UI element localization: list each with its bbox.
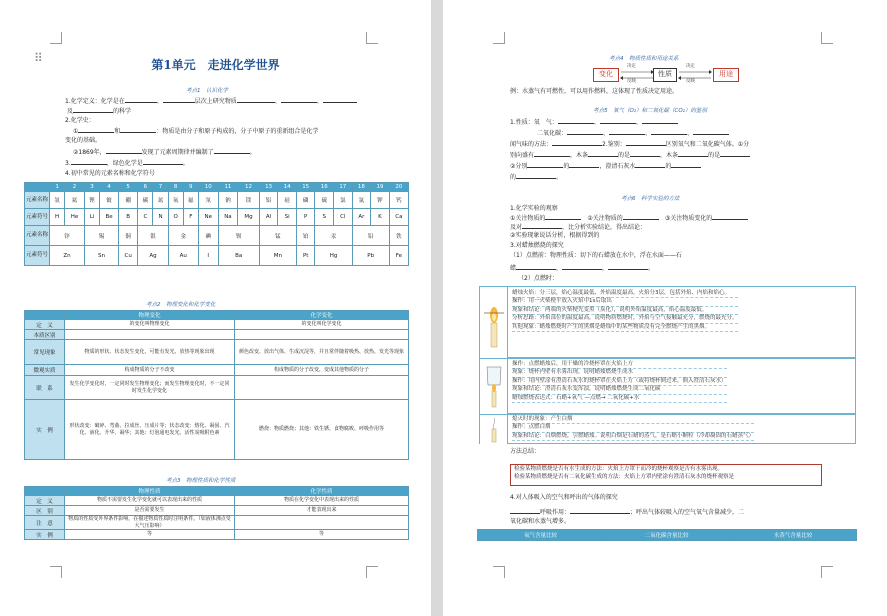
table-cell: S	[315, 209, 334, 226]
table-cell: 17	[334, 183, 353, 192]
experiment-line: 操作：点燃蜡烛后，用干燥的冷烧杯罩在火焰上方	[512, 361, 727, 369]
table-cell: 的变化叫物理变化	[65, 320, 235, 330]
experiment-text	[512, 290, 738, 332]
table-cell: 氟	[183, 192, 198, 209]
table-cell: Cu	[119, 246, 138, 266]
table-cell: 物质的性质受外界条件影响，在描述物质性质时注明条件。（如液体沸点受大气压影响）	[65, 516, 235, 530]
text-line: 呼吸作用： ；呼出气体较吸入的空气氧气含量减少，二	[510, 508, 744, 516]
row-label: 定 义	[25, 320, 65, 330]
column-header: 氧气含量比较	[478, 530, 604, 541]
table-cell: F	[183, 209, 198, 226]
table-cell: 16	[315, 183, 334, 192]
table-cell: 18	[352, 183, 371, 192]
table-cell	[235, 516, 409, 530]
flow-arrow-label: 决定	[627, 64, 636, 69]
text-line: 3. ，绿色化学是 。	[65, 160, 189, 167]
table-cell: 氖	[198, 192, 218, 209]
table-cell: Sn	[84, 246, 118, 266]
table-cell: Pb	[352, 246, 389, 266]
table-cell: 氦	[65, 192, 85, 209]
crop-mark	[50, 32, 62, 44]
text-line: 二氧化碳： 、 、 、	[537, 129, 729, 137]
document-page-left	[0, 0, 431, 616]
table-cell: 氩	[352, 192, 371, 209]
section-heading: 考点2 物理变化和化学变化	[146, 302, 216, 308]
text-line: ②实验现象说话分析，根据得到的	[510, 232, 600, 239]
flow-box-use: 用途	[713, 68, 739, 82]
table-cell: 锰	[259, 226, 296, 246]
text-line: 1.化学实验的观察	[510, 205, 558, 212]
table-cell: Be	[100, 209, 119, 226]
column-header: 水蒸气含量比较	[730, 530, 857, 541]
row-label: 实 例	[25, 400, 65, 460]
text-line: 1.化学定义：化学是在 、 层次上研究物质 、 、	[65, 97, 357, 105]
row-label: 定 义	[25, 496, 65, 506]
experiment-panel	[479, 414, 856, 444]
table-cell: C	[138, 209, 153, 226]
table-cell: 3	[84, 183, 99, 192]
table-cell: P	[296, 209, 315, 226]
table-cell: Si	[278, 209, 297, 226]
table-cell: 5	[119, 183, 138, 192]
table-cell: 钠	[218, 192, 238, 209]
section-heading: 考点4 物质性质和用途关系	[609, 56, 679, 62]
table-cell: 硫	[315, 192, 334, 209]
column-header: 二氧化碳含量比较	[604, 530, 730, 541]
table-cell: I	[198, 246, 218, 266]
crop-mark	[493, 32, 505, 44]
section-heading: 考点3 物理性质和化学性质	[166, 478, 236, 484]
crop-mark	[366, 566, 378, 578]
table-cell: Ca	[389, 209, 408, 226]
table-cell: 13	[259, 183, 278, 192]
table-cell: 氧	[168, 192, 183, 209]
row-label: 本质区别	[25, 330, 65, 340]
experiment-line: 现象：烧杯内壁有水雾出现，说明蜡烛燃烧生成水	[512, 369, 727, 377]
table-cell: He	[65, 209, 85, 226]
table-cell: N	[153, 209, 168, 226]
table-cell: 构成物质的分子改变，变成其他物质的分子	[235, 365, 409, 376]
row-label: 实 例	[25, 530, 65, 540]
row-label: 联 系	[25, 376, 65, 400]
table-cell: 2	[65, 183, 85, 192]
experiment-line: 熄灭时的现象：产生白烟	[512, 416, 754, 424]
table-cell: 1	[50, 183, 65, 192]
table-cell: 才能表现出来	[235, 506, 409, 516]
table-cell: Ar	[352, 209, 371, 226]
table-cell: K	[371, 209, 390, 226]
text-line: 氧化碳和水蒸气增多。	[510, 518, 571, 525]
table-cell: 氮	[153, 192, 168, 209]
experiment-line: 现象和结论：白烟燃烧，引燃蜡烛。说明白烟是石蜡的蒸气，是石蜡小颗粒（冷却凝固的石蜡蒸气）	[512, 433, 754, 441]
table-cell: Mn	[259, 246, 296, 266]
text-line: 方法总结：	[510, 448, 541, 455]
table-cell: Ba	[218, 246, 259, 266]
table-cell: 7	[153, 183, 168, 192]
table-cell: Zn	[50, 246, 85, 266]
table-cell: 银	[138, 226, 168, 246]
experiment-line: 蜡烛火焰：分三层，焰心温度最低、外焰温度最高。火焰分3层，包括外焰、内焰和焰心。	[512, 290, 738, 298]
crop-mark	[821, 566, 833, 578]
text-line: 蜡 ， ， 。	[510, 265, 655, 272]
table-cell: 铅	[352, 226, 389, 246]
table-cell: 燃烧：物质燃烧；其他：铁生锈、食物腐败、呼吸作用等	[235, 400, 409, 460]
experiment-text	[512, 361, 727, 403]
table-cell: 9	[183, 183, 198, 192]
text-line: （2）点燃时：	[518, 275, 558, 282]
table-cell: 钙	[389, 192, 408, 209]
text-line: 及对 ，比分析实验结论，得出结论：	[510, 224, 647, 231]
text-line: 3.对蜡烛燃烧的探究	[510, 242, 564, 249]
table-cell: Mg	[238, 209, 259, 226]
table-cell: 铂	[296, 226, 315, 246]
row-label: 常见现象	[25, 340, 65, 365]
table-cell: 磷	[296, 192, 315, 209]
smoke-image	[480, 415, 508, 444]
table-cell: Pt	[296, 246, 315, 266]
table-cell: 等	[65, 530, 235, 540]
table-cell: 12	[238, 183, 259, 192]
crop-mark	[493, 566, 505, 578]
experiment-line: 操作：用一火柴梗平放入火焰中1s后取出	[512, 298, 738, 306]
table-cell: 锌	[50, 226, 85, 246]
element-table: 1 2 3 4 5 6 7 8 9 10 11 12 13 14 15 16 17 18 19 20 元素名称 氢 氦 锂 铍 硼 碳 氮 氧 氟 氖 钠 镁 铝 硅 磷 硫 氯 氩 钾 钙 元素符号 H He Li Be B C N O F Ne Na Mg Al Si P S Cl Ar K Ca 元素名称 锌 锡 铜 银 金 碘 钡 锰 铂 汞 铅 铁 元素符号 Zn Sn Cu Ag Au I Ba Mn Pt Hg Pb Fe	[24, 182, 409, 266]
table-cell: 硅	[278, 192, 297, 209]
table-cell: 碳	[138, 192, 153, 209]
table-cell: 硼	[119, 192, 138, 209]
table-cell: 镁	[238, 192, 259, 209]
table-cell: H	[50, 209, 65, 226]
table-cell: 铍	[100, 192, 119, 209]
table-cell: 6	[138, 183, 153, 192]
flow-arrows-icon	[619, 68, 715, 82]
table-cell: Ne	[198, 209, 218, 226]
text-line: ① 和 ：物质是由分子和原子构成的，分子中原子的重新组合是化学	[73, 128, 319, 135]
section-heading: 考点6 科学实验的方法	[621, 196, 680, 202]
table-cell: 19	[371, 183, 390, 192]
candle-flame-image	[480, 287, 508, 358]
beaker-image	[480, 359, 508, 414]
table-cell: 构成物质的分子不改变	[65, 365, 235, 376]
crop-mark	[366, 32, 378, 44]
flow-arrow-label: 决定	[686, 64, 695, 69]
table-cell: 钡	[218, 226, 259, 246]
row-label: 注 意	[25, 516, 65, 530]
crop-mark	[821, 32, 833, 44]
property-table: 物理性质 化学性质 定 义 物质不需要发生化学变化就可以表现出来的性质 物质在化学变化中表现出来的性质 区 别 是否需要发生 才能表现出来 注 意 物质的性质受外界条件影响，在描述物质性质时注明条件。（如液体沸点受大气压影响） 实 例 等 等	[24, 486, 409, 540]
table-cell	[235, 376, 409, 400]
experiment-line: 操作：点燃白烟	[512, 424, 754, 432]
experiment-text	[512, 416, 754, 441]
table-cell: 15	[296, 183, 315, 192]
document-page-right	[443, 0, 887, 616]
table-cell: 等	[235, 530, 409, 540]
table-cell: 形状改变：破碎、弯曲、拉成丝、压成片等；状态改变：熔化、凝固、汽化、液化、升华、凝华；其他：灯泡通电发光、活性炭吸附色素	[65, 400, 235, 460]
table-cell	[65, 330, 235, 340]
table-cell: Al	[259, 209, 278, 226]
table-cell: 氯	[334, 192, 353, 209]
experiment-line: 蜡烛燃烧表达式：石蜡+氧气 —点燃→ 二氧化碳+水	[512, 395, 727, 403]
table-cell: B	[119, 209, 138, 226]
table-cell: 锡	[84, 226, 118, 246]
table-cell: 20	[389, 183, 408, 192]
page-title: 第1单元 走进化学世界	[151, 58, 280, 72]
text-line: 变化的基础。	[65, 137, 102, 144]
table-cell: 4	[100, 183, 119, 192]
gas-compare-table	[477, 529, 857, 541]
table-cell: Hg	[315, 246, 352, 266]
table-cell	[235, 330, 409, 340]
text-line: ①关注物质的 ②关注物质的 ③关注物质变化的	[510, 214, 748, 222]
table-cell: 14	[278, 183, 297, 192]
text-line: 别向盛有 ，木条 的是 ，木条 的是	[510, 151, 750, 159]
table-cell: Ag	[138, 246, 168, 266]
table-cell: 氢	[50, 192, 65, 209]
text-line: 2.化学史：	[65, 117, 95, 124]
method-summary-box: 检验某物质燃烧是否有水生成的方法：火焰上方罩干而冷的烧杯观察是否有水雾出现。 检验某物质燃烧是否有二氧化碳生成的方法：火焰上方罩内壁涂有澄清石灰水的烧杯观察是	[510, 464, 822, 486]
table-cell: 发生化学变化时，一定同时发生物理变化；而发生物理变化时，不一定同时发生化学变化	[65, 376, 235, 400]
table-cell: 物质在化学变化中表现出来的性质	[235, 496, 409, 506]
experiment-line: 其他现象：蜡烛燃烧时产生的黑烟是蜡烛中的某些物质没有完全燃烧产生的黑烟。	[512, 324, 738, 332]
table-cell: 11	[218, 183, 238, 192]
table-cell: 汞	[315, 226, 352, 246]
text-line: 4.对人体吸入的空气和呼出的气体的探究	[510, 494, 618, 501]
table-cell: 8	[168, 183, 183, 192]
text-line: 4.初中常见的元素名称和化学符号	[65, 170, 155, 177]
section-heading: 考点5 氧气（O₂）和二氧化碳（CO₂）的鉴别	[593, 108, 707, 114]
text-line: 例：水蒸气有可燃性，可以用作燃料，这体现了性质决定用途。	[510, 88, 679, 95]
text-line: ②1869年， 发现了元素周期律并编制了 。	[73, 149, 256, 156]
table-cell: 物质的形状、状态发生变化，可能有发光、放热等现象出现	[65, 340, 235, 365]
table-cell: Au	[168, 246, 198, 266]
table-cell: Cl	[334, 209, 353, 226]
table-cell: Li	[84, 209, 99, 226]
drag-handle-icon[interactable]: ⠿	[34, 51, 44, 65]
experiment-line: 现象和结论：澄清石灰水变浑浊，说明蜡烛燃烧生成二氧化碳	[512, 386, 727, 394]
table-cell: 10	[198, 183, 218, 192]
flow-box-property: 性质	[653, 68, 677, 82]
table-cell: 铁	[389, 226, 408, 246]
table-cell: 锂	[84, 192, 99, 209]
row-label: 微观实质	[25, 365, 65, 376]
text-line: 的 。	[510, 174, 563, 181]
section-heading: 考点1 认识化学	[186, 88, 228, 94]
table-cell: 颜色改变、放出气体、生成沉淀等，并且常伴随着吸热、放热、发光等现象	[235, 340, 409, 365]
table-cell: 是否需要发生	[65, 506, 235, 516]
change-table: 物理变化 化学变化 定 义 的变化叫物理变化 的变化叫化学变化 本质区别 常见现象 物质的形状、状态发生变化，可能有发光、放热等现象出现 颜色改变、放出气体、生成沉淀等，并且常伴随着吸热、放热、发光等现象 微观实质 构成物质的分子不改变 构成物质的分子改变，变成其他物质的分子 联 系 发生化学变化时，一定同时发生物理变化；而发生物理变化时，不一定同时发生化学变化 实 例 形状改变：破碎、弯曲、拉成丝、压成片等；状态改变：熔化、凝固、汽化、液化、升华、凝华；其他：灯泡通电发光、活性炭吸附色素 燃烧：物质燃烧；其他：铁生锈、食物腐败、呼吸作用等	[24, 310, 409, 460]
flow-box-change: 变化	[593, 68, 619, 82]
table-cell: Fe	[389, 246, 408, 266]
text-line: ②分别 的 ，澄清石灰水 的	[510, 162, 701, 170]
flow-arrow-label: 反映	[686, 79, 695, 84]
table-cell: 物质不需要发生化学变化就可以表现出来的性质	[65, 496, 235, 506]
text-line: 闻气味的方法： 2.鉴别： 区别氧气和二氧化碳气体。①分	[510, 141, 750, 148]
text-line: （1）点燃前：物理性质：切下的石蜡放在水中，浮在水面——石	[510, 252, 682, 259]
text-line: 及 的科学	[67, 108, 132, 115]
row-label: 区 别	[25, 506, 65, 516]
table-cell: O	[168, 209, 183, 226]
experiment-line: 现象和结论：两端的火柴梗先变黑（炭化），说明外焰温度最高，焰心温度最低。	[512, 307, 738, 315]
experiment-panel	[479, 286, 856, 358]
experiment-line: 分析思路：外焰部位的温度最高，说明物质燃烧时，外焰与空气接触最充分，燃烧的最充分。	[512, 315, 738, 323]
flow-arrow-label: 反映	[627, 79, 636, 84]
text-line: 1.性质：氧 气： 、 、	[510, 118, 678, 126]
experiment-line: 操作：用内壁涂有澄清石灰水的烧杯罩在火焰上方（或将烧杯倒过来，倒入澄清石灰水）	[512, 378, 727, 386]
table-cell: 钾	[371, 192, 390, 209]
table-cell: 铝	[259, 192, 278, 209]
table-cell: 碘	[198, 226, 218, 246]
experiment-panel	[479, 358, 856, 414]
table-cell: 铜	[119, 226, 138, 246]
table-cell: 金	[168, 226, 198, 246]
crop-mark	[50, 566, 62, 578]
table-cell: 的变化叫化学变化	[235, 320, 409, 330]
table-cell: Na	[218, 209, 238, 226]
